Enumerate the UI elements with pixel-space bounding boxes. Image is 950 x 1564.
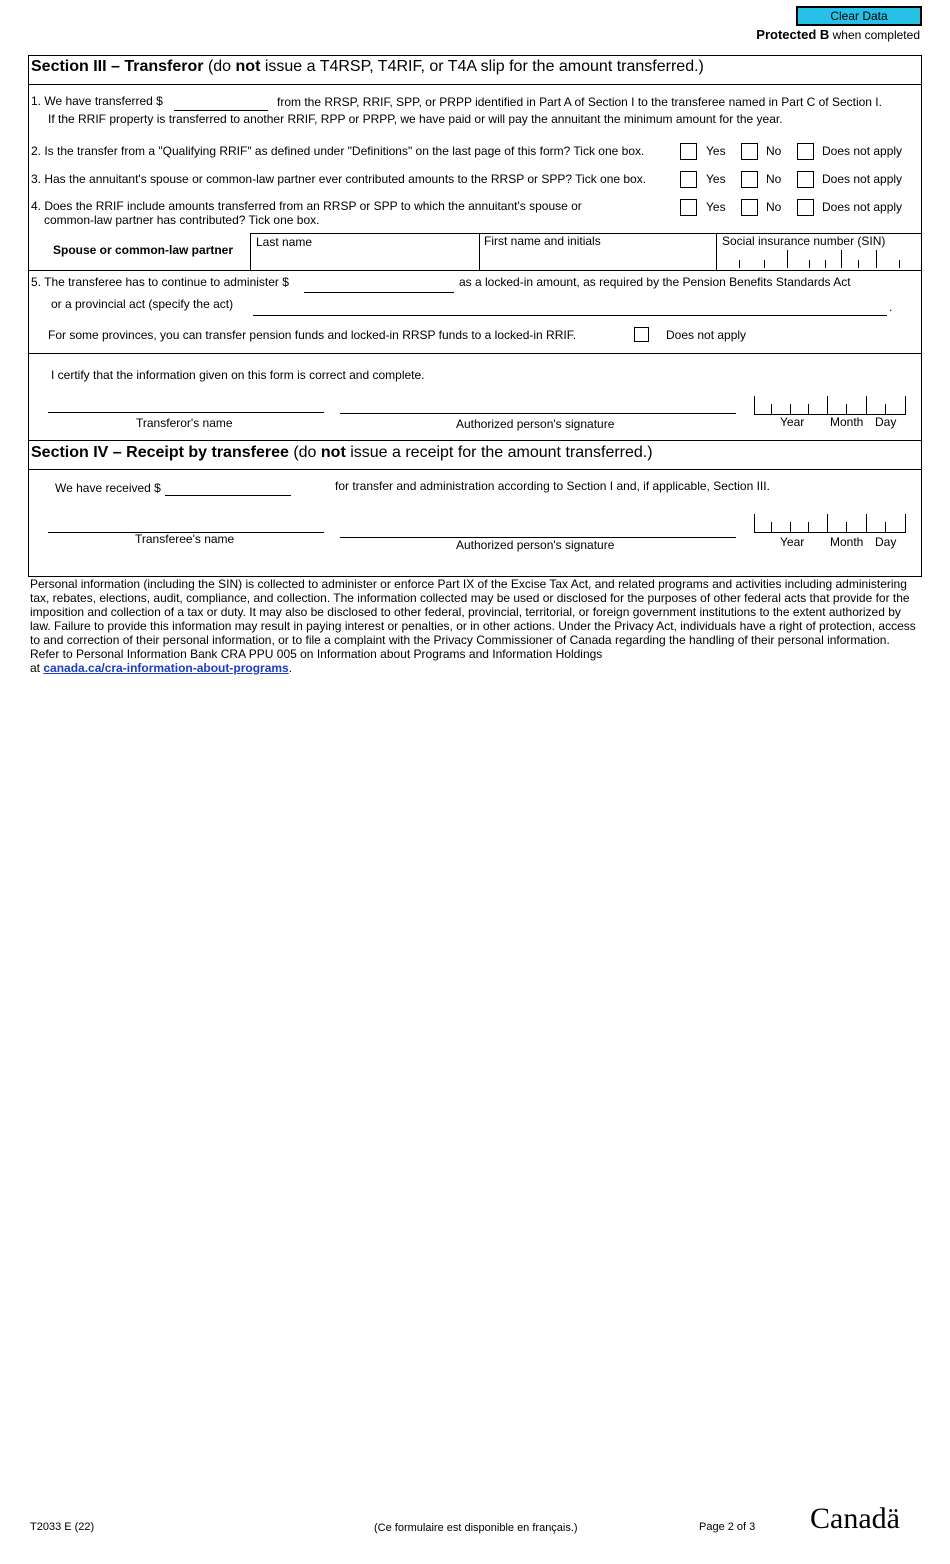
transferee-signature-label: Authorized person's signature — [456, 538, 615, 552]
transferee-date-field[interactable] — [754, 514, 906, 533]
privacy-at: at — [30, 661, 44, 675]
transferor-date-field[interactable] — [754, 396, 906, 415]
protected-b-label: Protected B — [756, 27, 830, 42]
transferee-name-label: Transferee's name — [135, 532, 235, 546]
spouse-row-bottom — [28, 270, 922, 271]
q3-no-label: No — [766, 172, 782, 186]
transferee-day-label: Day — [875, 535, 897, 549]
section-4-top-divider — [28, 440, 922, 441]
transferor-name-field[interactable] — [48, 412, 324, 413]
q4-yes-checkbox[interactable] — [680, 199, 697, 216]
first-name-label: First name and initials — [484, 234, 601, 248]
transferor-signature-label: Authorized person's signature — [456, 417, 615, 431]
q4-dna-label: Does not apply — [822, 200, 903, 214]
protected-b-notice — [600, 27, 920, 42]
q5-label: 5. The transferee has to continue to administer $ — [31, 275, 289, 289]
privacy-end: . — [288, 661, 293, 675]
q1-text: from the RRSP, RRIF, SPP, or PRPP identified in Part A of Section I to the transferee named in Part C of Section I. — [277, 95, 882, 109]
provinces-note: For some provinces, you can transfer pension funds and locked-in RRSP funds to a locked-in RRIF. — [48, 328, 577, 342]
q4-no-label: No — [766, 200, 782, 214]
transferor-name-label: Transferor's name — [136, 416, 233, 430]
q3-label: 3. Has the annuitant's spouse or common-law partner ever contributed amounts to the RRSP or SPP? Tick one box. — [31, 172, 647, 186]
provinces-dna-checkbox[interactable] — [634, 327, 649, 342]
last-name-label: Last name — [256, 235, 313, 249]
q4-no-checkbox[interactable] — [741, 199, 758, 216]
section-3-title: Section III – Transferor (do not issue a T4RSP, T4RIF, or T4A slip for the amount transferred.) — [31, 58, 704, 75]
q4-dna-checkbox[interactable] — [797, 199, 814, 216]
last-name-field[interactable] — [252, 250, 476, 268]
q2-yes-label: Yes — [706, 144, 726, 158]
q1-label: 1. We have transferred $ — [31, 94, 163, 108]
q1-text-2: If the RRIF property is transferred to another RRIF, RPP or PRPP, we have paid or will pay the annuitant the minimum amount for the year. — [48, 112, 783, 126]
privacy-link[interactable]: canada.ca/cra-information-about-programs — [43, 661, 289, 675]
transferee-year-label: Year — [780, 535, 805, 549]
transferor-signature-field[interactable] — [340, 413, 736, 414]
q3-no-checkbox[interactable] — [741, 171, 758, 188]
spouse-sin-border — [716, 233, 717, 270]
certify-text: I certify that the information given on this form is correct and complete. — [51, 368, 425, 382]
received-amount-field[interactable] — [165, 495, 291, 496]
q2-no-checkbox[interactable] — [741, 143, 758, 160]
privacy-statement — [30, 577, 920, 675]
form-id: T2033 E (22) — [30, 1521, 95, 1533]
sin-field[interactable] — [720, 250, 920, 268]
spouse-lastname-border — [250, 233, 251, 270]
q4-yes-label: Yes — [706, 200, 726, 214]
spouse-label: Spouse or common-law partner — [53, 243, 234, 257]
q2-dna-label: Does not apply — [822, 144, 903, 158]
q5-provincial-act-label: or a provincial act (specify the act) — [51, 297, 234, 311]
protected-when-label: when completed — [829, 28, 920, 42]
provincial-act-field[interactable] — [253, 315, 887, 316]
q2-yes-checkbox[interactable] — [680, 143, 697, 160]
form-frame — [28, 55, 922, 577]
first-name-field[interactable] — [481, 250, 713, 268]
spouse-firstname-border — [479, 233, 480, 270]
clear-data-button[interactable]: Clear Data — [796, 6, 922, 26]
q3-yes-checkbox[interactable] — [680, 171, 697, 188]
q4-label-2: common-law partner has contributed? Tick one box. — [44, 213, 320, 227]
sin-label: Social insurance number (SIN) — [722, 234, 886, 248]
transferor-day-label: Day — [875, 415, 897, 429]
q2-label: 2. Is the transfer from a "Qualifying RRIF" as defined under "Definitions" on the last page of this form? Tick one box. — [31, 144, 645, 158]
canada-wordmark: Canadä — [810, 1502, 900, 1535]
q1-amount-field[interactable] — [174, 110, 268, 111]
q2-no-label: No — [766, 144, 782, 158]
provinces-dna-label: Does not apply — [666, 328, 747, 342]
q5-period: . — [889, 300, 893, 314]
q3-dna-label: Does not apply — [822, 172, 903, 186]
certify-divider — [28, 353, 922, 354]
received-label: We have received $ — [55, 481, 161, 495]
transferee-month-label: Month — [830, 535, 864, 549]
q2-dna-checkbox[interactable] — [797, 143, 814, 160]
q4-label: 4. Does the RRIF include amounts transferred from an RRSP or SPP to which the annuitant's spouse or — [31, 199, 582, 213]
french-availability: (Ce formulaire est disponible en français.) — [374, 1522, 578, 1534]
section-4-title-divider — [28, 469, 922, 470]
q5-text: as a locked-in amount, as required by the Pension Benefits Standards Act — [459, 275, 851, 289]
q3-yes-label: Yes — [706, 172, 726, 186]
privacy-text: Personal information (including the SIN) is collected to administer or enforce Part IX of the Excise Tax Act, and related programs and activities including administering tax, rebates, elections, audit, compliance, and collection. The information collected may be used or disclosed for the purposes of other federal acts that provide for the imposition and collection of a tax or duty. It may also be disclosed to other federal, provincial, territorial, or foreign government institutions to the extent authorized by law. Failure to provide this information may result in paying interest or penalties, or in other actions. Under the Privacy Act, individuals have a right of protection, access to and correction of their personal information, or to file a complaint with the Privacy Commissioner of Canada regarding the handling of their personal information. Refer to Personal Information Bank CRA PPU 005 on Information about Programs and Information Holdings — [30, 577, 916, 661]
q5-amount-field[interactable] — [304, 292, 454, 293]
transferor-year-label: Year — [780, 415, 805, 429]
for-transfer-text: for transfer and administration according to Section I and, if applicable, Section III. — [335, 479, 770, 493]
section-4-title: Section IV – Receipt by transferee (do not issue a receipt for the amount transferred.) — [31, 444, 653, 461]
q3-dna-checkbox[interactable] — [797, 171, 814, 188]
transferor-month-label: Month — [830, 415, 864, 429]
page-number: Page 2 of 3 — [699, 1521, 756, 1533]
section-3-title-divider — [28, 84, 922, 85]
